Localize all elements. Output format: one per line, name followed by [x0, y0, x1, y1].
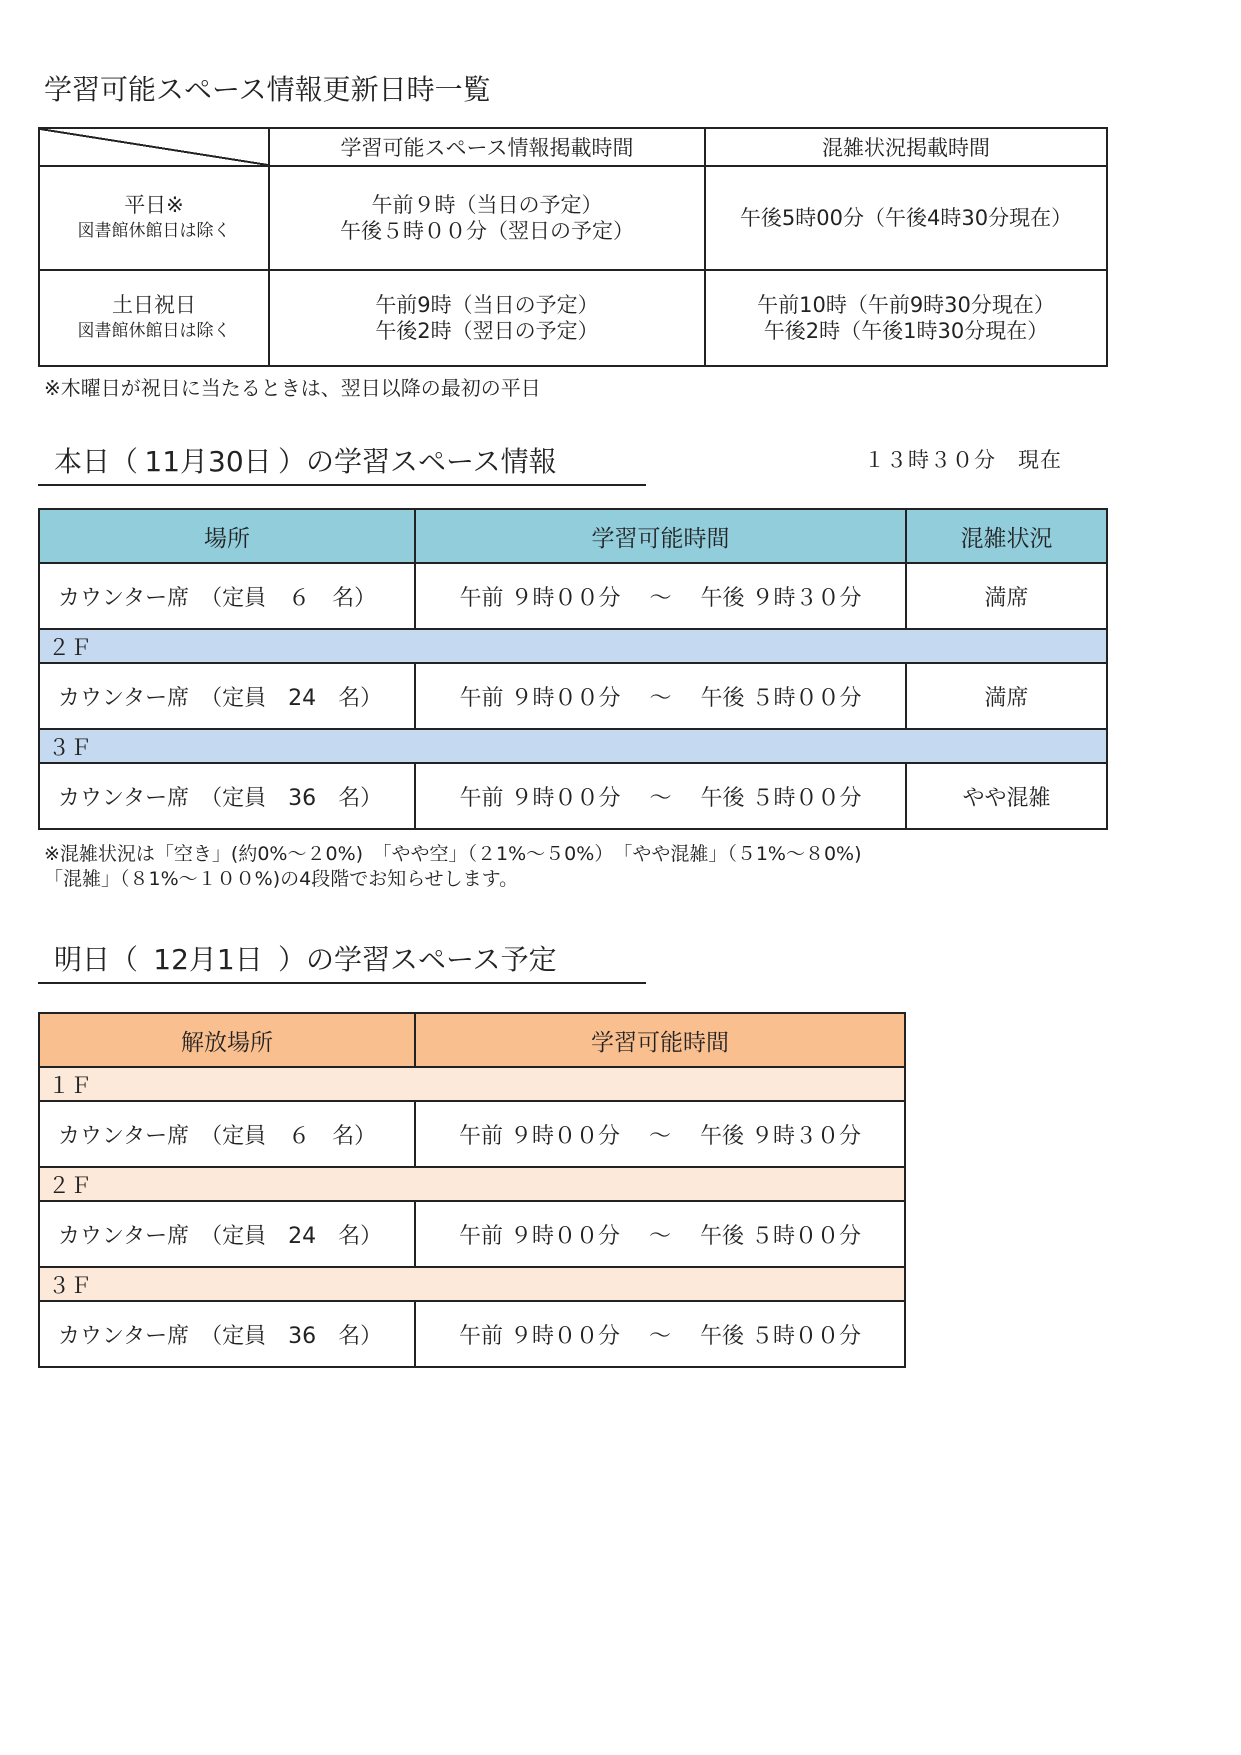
floor-label: ３Ｆ: [39, 1267, 905, 1301]
day-label: 平日※: [124, 193, 184, 217]
time-line: 午前10時（午前9時30分現在）: [757, 293, 1055, 317]
space-times-cell: [269, 270, 705, 366]
seat-cell: カウンター席 （定員 36 名）: [39, 1301, 415, 1367]
space-times-cell: [269, 166, 705, 270]
current-time: [864, 444, 1062, 474]
heading-suffix: ）の学習スペース情報: [278, 445, 557, 478]
header-time: 学習可能時間: [415, 509, 906, 563]
time-cell: 午前 ９時００分 ～ 午後 ５時００分: [415, 663, 906, 729]
day-cell: [39, 270, 269, 366]
holiday-note: ※木曜日が祝日に当たるときは、翌日以降の最初の平日: [44, 376, 541, 400]
note-line: 「混雑」（８1%～１００%)の4段階でお知らせします。: [44, 868, 519, 890]
today-table: [38, 508, 1108, 830]
seat-cell: カウンター席 （定員 24 名）: [39, 1201, 415, 1267]
corner-cell: [39, 128, 269, 166]
update-schedule-table: [38, 127, 1108, 367]
today-heading-underline: [38, 484, 646, 486]
day-note: 図書館休館日は除く: [77, 321, 231, 341]
header-place: 場所: [39, 509, 415, 563]
floor-label: ２Ｆ: [39, 1167, 905, 1201]
seat-cell: カウンター席 （定員 ６ 名）: [39, 563, 415, 629]
tomorrow-table: [38, 1012, 906, 1368]
time-cell: 午前 ９時００分 ～ 午後 ９時３０分: [415, 563, 906, 629]
time-cell: 午前 ９時００分 ～ 午後 ５時００分: [415, 1201, 905, 1267]
current-time-label: 現在: [1018, 448, 1062, 472]
header-crowd-times: 混雑状況掲載時間: [705, 128, 1107, 166]
tomorrow-heading-underline: [38, 982, 646, 984]
header-time: 学習可能時間: [415, 1013, 905, 1067]
time-line: 午後５時００分（翌日の予定）: [340, 219, 634, 243]
status-cell: 満席: [906, 663, 1107, 729]
heading-prefix: 明日（: [54, 943, 139, 976]
day-label: 土日祝日: [112, 293, 196, 317]
status-cell: 満席: [906, 563, 1107, 629]
floor-label: ２Ｆ: [39, 629, 1107, 663]
time-line: 午後2時（翌日の予定）: [375, 319, 599, 343]
current-time-value: １３時３０分: [864, 448, 996, 472]
time-line: 午後5時00分（午後4時30分現在）: [739, 206, 1073, 230]
tomorrow-date: 12月1日: [153, 943, 263, 976]
header-place: 解放場所: [39, 1013, 415, 1067]
today-heading: [54, 440, 557, 480]
time-line: 午後2時（午後1時30分現在）: [763, 319, 1049, 343]
time-line: 午前９時（当日の予定）: [371, 193, 603, 217]
header-status: 混雑状況: [906, 509, 1107, 563]
heading-prefix: 本日（: [54, 445, 139, 478]
seat-cell: カウンター席 （定員 ６ 名）: [39, 1101, 415, 1167]
seat-cell: カウンター席 （定員 24 名）: [39, 663, 415, 729]
day-note: 図書館休館日は除く: [77, 221, 231, 241]
seat-cell: カウンター席 （定員 36 名）: [39, 763, 415, 829]
time-line: 午前9時（当日の予定）: [375, 293, 599, 317]
page-title: 学習可能スペース情報更新日時一覧: [44, 73, 491, 106]
floor-label: １Ｆ: [39, 1067, 905, 1101]
tomorrow-heading: [54, 938, 557, 978]
status-legend-note: [44, 842, 862, 892]
time-cell: 午前 ９時００分 ～ 午後 ５時００分: [415, 1301, 905, 1367]
crowd-times-cell: [705, 270, 1107, 366]
day-cell: [39, 166, 269, 270]
note-line: ※混雑状況は「空き」(約0%～２0%) 「やや空」（２1%～５0%） 「やや混雑」（５1%～８0%): [44, 843, 862, 865]
time-cell: 午前 ９時００分 ～ 午後 ９時３０分: [415, 1101, 905, 1167]
header-space-times: 学習可能スペース情報掲載時間: [269, 128, 705, 166]
today-date: 11月30日: [144, 445, 272, 478]
heading-suffix: ）の学習スペース予定: [278, 943, 557, 976]
crowd-times-cell: [705, 166, 1107, 270]
status-cell: やや混雑: [906, 763, 1107, 829]
time-cell: 午前 ９時００分 ～ 午後 ５時００分: [415, 763, 906, 829]
floor-label: ３Ｆ: [39, 729, 1107, 763]
